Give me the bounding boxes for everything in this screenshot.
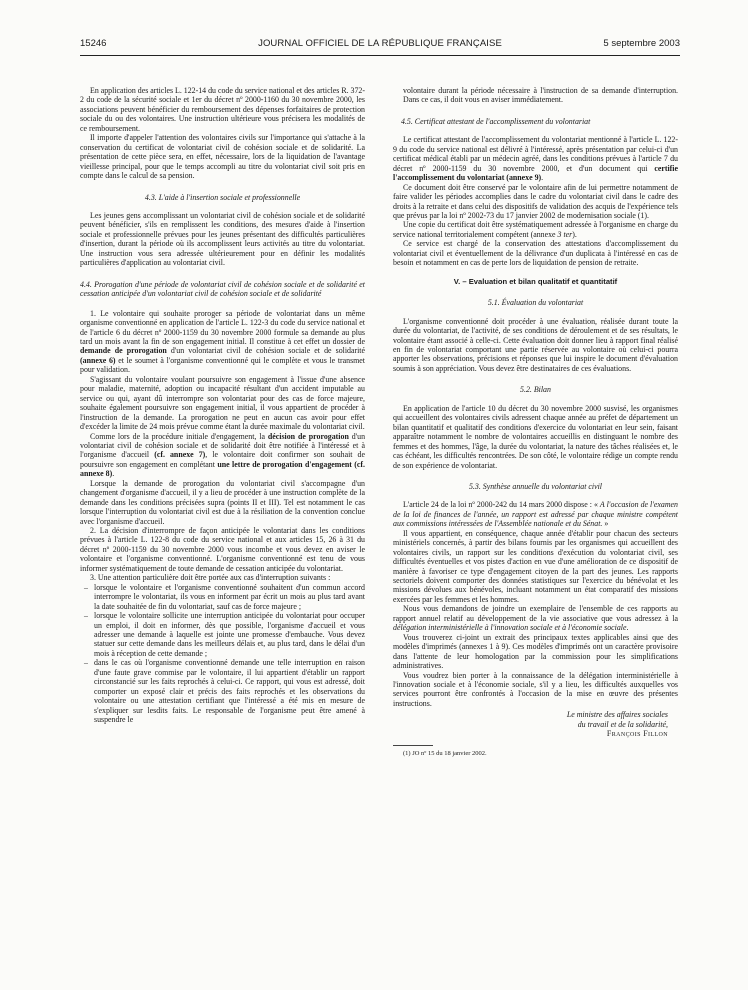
paragraph <box>393 500 678 528</box>
bold-run: décision de prorogation <box>267 431 349 441</box>
paragraph: L'organisme conventionné doit procéder à une évaluation, réalisée durant toute la durée du volontariat, de l'activité, de ses conditions de déroulement et de ses résultats, le volontaire étant associé à celle-ci. Cette évaluation doit donner lieu à rapport final réalisé en fin de volontariat comportant une partie réservée au volontaire où celui-ci pourra apporter les observations, précisions et réponses que lui inspire le document d'évaluation soumis à son appréciation. Vous devez être destinataires de ces évaluations. <box>393 316 678 373</box>
left-column <box>80 86 365 725</box>
paragraph: Les jeunes gens accomplissant un volontariat civil de cohésion sociale et de solidarité peuvent bénéficier, s'ils en remplissent les conditions, des mesures d'aide à l'insertion sociale et professionnelle prévues pour les jeunes présentant des difficultés particulières d'insertion, durant la période où ils accomplissent leurs activités au titre du volontariat. Une instruction vous sera adressée ultérieurement pour en définir les modalités particulières d'application au volontariat civil. <box>80 210 365 268</box>
paragraph <box>80 309 365 375</box>
journal-title: JOURNAL OFFICIEL DE LA RÉPUBLIQUE FRANÇAISE <box>258 38 502 49</box>
section-heading-V: V. – Evaluation et bilan qualitatif et quantitatif <box>453 276 618 286</box>
signature-block <box>393 710 678 738</box>
paragraph: Ce service est chargé de la conservation des attestations d'accomplissement du volontariat civil et éventuellement de la délivrance d'un duplicata à l'intéressé en cas de besoin et notamment en cas de perte lors de liquidation de pension de retraite. <box>393 239 678 268</box>
paragraph: Il importe d'appeler l'attention des volontaires civils sur l'importance qui s'attache à la conservation du certificat de volontariat civil de cohésion sociale et de solidarité. La présentation de cette pièce sera, en effet, nécessaire, lors de la liquidation de l'avantage vieillesse principal, pour que le temps accompli au titre du volontariat civil soit pris en compte dans le calcul de sa pension. <box>80 133 365 181</box>
text-run: Nous vous demandons de joindre un exemplaire de l'ensemble de ces rapports au rapport annuel relatif au développement de la vie associative que vous adressez à la <box>393 604 678 623</box>
footnote: (1) JO nº 15 du 18 janvier 2002. <box>403 749 487 757</box>
signatory-title-line-1: Le ministre des affaires sociales <box>566 710 668 720</box>
section-heading-4-4: 4.4. Prorogation d'une période de volontariat civil de cohésion sociale et de solidarité et cessation anticipée d'un volontariat civil de cohésion sociale et de solidarité <box>80 279 365 299</box>
section-heading-5-3: 5.3. Synthèse annuelle du volontariat civil <box>468 481 603 491</box>
bold-run: certifie l'accomplissement du volontariat (annexe 9) <box>393 163 678 183</box>
paragraph: Vous trouverez ci-joint un extrait des principaux textes applicables ainsi que des modèles d'imprimés (annexes 1 à 9). Ces modèles d'imprimés ont un caractère provisoire dans l'attente de leur homologation par la commission pour les simplifications administratives. <box>393 632 678 671</box>
italic-run: 3 ter <box>557 229 573 239</box>
text-run: 1. Le volontaire qui souhaite proroger sa période de volontariat dans un même organisme conventionné en application de l'article L. 122-3 du code du service national et de l'article 6 du décret nº 2000-1159 du 30 novembre 2000 formule sa demande au plus tard un mois avant la fin de son engagement initial. Il constitue à cet effet un dossier de <box>80 308 365 346</box>
section-heading-4-3: 4.3. L'aide à l'insertion sociale et professionnelle <box>144 192 301 202</box>
paragraph: Ce document doit être conservé par le volontaire afin de lui permettre notamment de faire valider les périodes accomplies dans le cadre du volontariat civil dans le cadre des droits à la retraite et dans celui des dispositifs de validation des acquis de l'expérience tels que prévus par la loi nº 2002-73 du 17 janvier 2002 de modernisation sociale (1). <box>393 182 678 220</box>
list-item: – dans le cas où l'organisme conventionné demande une telle interruption en raison d'une faute grave commise par le volontaire, il lui appartient d'établir un rapport circonstancié sur les faits reprochés à celui-ci. Ce rapport, qui vous est adressé, doit comporter un exposé clair et précis des faits reprochés et les observations du volontaire ou une attestation certifiant que l'intéressé a été mis en mesure de s'expliquer sur lesdits faits. Le responsable de l'organisme peut être amené à suspendre le <box>94 658 365 724</box>
text-run: Le certificat attestant de l'accomplissement du volontariat mentionné à l'article L. 122-9 du code du service national est délivré à l'intéressé, après présentation par celui-ci d'un certificat médical établi par un médecin agréé, dans les conditions prévues à l'article 7 du décret nº 2000-1159 du 30 novembre 2000, et d'un document qui <box>393 135 678 173</box>
italic-run: A l'occasion de l'examen de la loi de finances de l'année, un rapport est adressé par chaque ministre compétent aux commissions intéressées de l'Assemblée nationale et du Sénat. <box>393 500 679 529</box>
paragraph <box>393 220 678 239</box>
paragraph <box>393 135 678 182</box>
text-run: L'article 24 de la loi nº 2000-242 du 14 mars 2000 dispose : « <box>403 500 600 510</box>
paragraph: En application de l'article 10 du décret du 30 novembre 2000 susvisé, les organismes qui accueillent des volontaires civils adressent chaque année au préfet de département un bilan quantitatif et qualitatif des conditions d'exercice du volontariat en leur sein, faisant apparaître notamment le nombre de volontaires accueillis en distinguant le nombre des femmes et des hommes, l'âge, la durée du volontariat, la nature des tâches réalisées et, le cas échéant, les difficultés rencontrées. De son côté, le volontaire rédige un compte rendu de son expérience de volontariat. <box>393 403 678 470</box>
paragraph <box>80 432 365 479</box>
text-run: , le volontaire doit confirmer son souhait de poursuivre son engagement en complétant <box>80 450 365 469</box>
text-run: . <box>626 623 629 633</box>
header-rule <box>80 55 680 56</box>
bold-run: une lettre de prorogation d'engagement (cf. annexe 8) <box>80 459 365 479</box>
italic-run: délégation interministérielle à l'innovation sociale et à l'économie sociale <box>393 623 627 633</box>
text-run: Une copie du certificat doit être systématiquement adressée à l'organisme en charge du service national territorialement compétent (annexe <box>393 220 678 239</box>
paragraph: Vous voudrez bien porter à la connaissance de la délégation interministérielle à l'innovation sociale et à l'économie sociale, s'il y a lieu, les difficultés auxquelles vos services pourront être confrontés à l'occasion de la mise en œuvre des présentes instructions. <box>393 670 678 708</box>
paragraph: 2. La décision d'interrompre de façon anticipée le volontariat dans les conditions prévues à l'article L. 122-8 du code du service national et aux articles 15, 26 à 31 du décret nº 2000-1159 du 30 novembre 2000 vous incombe et vous devez en aviser le volontaire et l'organisme conventionné. L'organisme conventionné est tenu de vous informer systématiquement de toute demande de cessation anticipée du volontariat. <box>80 526 365 573</box>
paragraph: En application des articles L. 122-14 du code du service national et des articles R. 372-2 du code de la sécurité sociale et 1er du décret nº 2000-1160 du 30 novembre 2000, les associations peuvent bénéficier du remboursement des dépenses forfaitaires de protection sociale du ou des volontaires. Une instruction ultérieure vous précisera les modalités de ce remboursement. <box>80 86 365 133</box>
right-column <box>393 86 678 758</box>
bold-run: (cf. annexe 7) <box>154 450 206 460</box>
text-run: d'un volontariat civil de cohésion sociale et de solidarité doit être notifiée à l'intéressé et à l'organisme d'accueil <box>80 431 366 460</box>
text-run: et le soumet à l'organisme conventionné qui le complète et vous le transmet pour validation. <box>80 355 365 375</box>
page-header <box>80 38 680 52</box>
page-number: 15246 <box>80 38 107 49</box>
paragraph: S'agissant du volontaire voulant poursuivre son engagement à l'issue d'une absence pour maladie, maternité, adoption ou incapacité résultant d'un accident imputable au service ou qui, ayant dû interrompre son volontariat pour des cas de force majeure, souhaite également poursuivre son engagement initial, il vous appartient de procéder à l'instruction de la demande. La prorogation ne peut en aucun cas avoir pour effet d'excéder la limite de 24 mois prévue comme étant la durée maximale du volontariat civil. <box>80 374 365 432</box>
paragraph: 3. Une attention particulière doit être portée aux cas d'interruption suivants : <box>90 573 331 583</box>
footnote-rule <box>393 745 433 746</box>
bold-run: demande de prorogation <box>80 346 167 356</box>
publication-date: 5 septembre 2003 <box>603 38 680 49</box>
text-run: . <box>112 469 115 479</box>
text-run: . <box>541 173 544 183</box>
text-run: ). <box>572 229 577 239</box>
text-run: d'un volontariat civil de cohésion sociale et de solidarité <box>166 346 365 356</box>
section-heading-4-5: 4.5. Certificat attestant de l'accomplissement du volontariat <box>401 116 591 126</box>
paragraph: Lorsque la demande de prorogation du volontariat civil s'accompagne d'un changement d'organisme d'accueil, il y a lieu de procéder à une instruction complète de la demande dans les conditions précisées supra (points II et III). Tel est notamment le cas lorsque l'interruption du volontariat civil est due à la résiliation de la convention conclue avec l'organisme d'accueil. <box>80 478 365 526</box>
paragraph: Il vous appartient, en conséquence, chaque année d'établir pour chacun des secteurs ministériels concernés, à partir des bilans fournis par les organismes qui accueillent des volontaires civils, un rapport sur les conditions d'exécution du volontariat civil, ses difficultés éventuelles et vos pistes d'action en vue d'une amélioration de ce dispositif de manière à favoriser ce type d'engagement citoyen de la part des jeunes. Les rapports sectoriels doivent comporter des données statistiques sur l'exercice du bénévolat et les missions dévolues aux bénévoles, incluant notamment un état comparatif des missions exercées par les femmes et les hommes. <box>393 528 678 604</box>
signatory-title-line-2: du travail et de la solidarité, <box>577 719 668 729</box>
text-run: Comme lors de la procédure initiale d'engagement, la <box>90 431 268 441</box>
section-heading-5-2: 5.2. Bilan <box>520 385 551 395</box>
text-run: » <box>602 519 609 529</box>
list-item: – lorsque le volontaire sollicite une interruption anticipée du volontariat pour occuper un emploi, il doit en informer, dès que possible, l'organisme d'accueil et vous adresser une demande à laquelle est jointe une promesse d'embauche. Vous devez statuer sur cette demande dans les meilleurs délais et, au plus tard, dans le délai d'un mois à réception de cette demande ; <box>94 611 365 658</box>
paragraph: volontaire durant la période nécessaire à l'instruction de sa demande d'interruption. Dans ce cas, il doit vous en aviser immédiatement. <box>403 86 678 105</box>
signatory-name: François Fillon <box>606 729 668 739</box>
list-item: – lorsque le volontaire et l'organisme conventionné souhaitent d'un commun accord interrompre le volontariat, ils vous en informent par écrit un mois au plus tard avant la date souhaitée de fin du volontariat, sauf cas de force majeure ; <box>94 583 365 611</box>
section-heading-5-1: 5.1. Évaluation du volontariat <box>487 298 584 308</box>
bold-run: (annexe 6) <box>80 355 116 365</box>
interruption-list <box>80 583 365 725</box>
paragraph <box>393 604 678 632</box>
